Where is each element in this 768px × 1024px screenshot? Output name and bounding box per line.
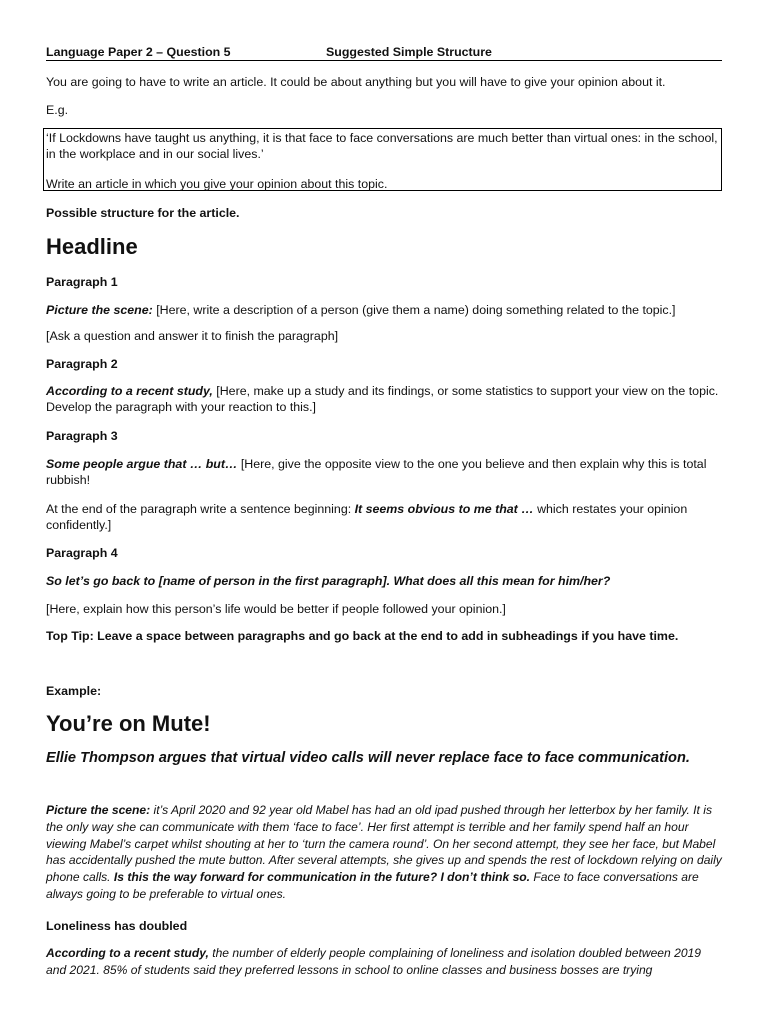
example-paragraph-1-lead: Picture the scene: bbox=[46, 803, 151, 817]
paragraph-4-lead: So let’s go back to [name of person in the first paragraph]. What does all this mean for him/her? bbox=[46, 574, 611, 588]
example-paragraph-1 bbox=[46, 802, 722, 903]
intro-text: You are going to have to write an article. It could be about anything but you will have to give your opinion about it. bbox=[46, 75, 666, 89]
example-paragraph-1-question: Is this the way forward for communication in the future? I don’t think so. bbox=[113, 870, 531, 885]
paragraph-2-label: Paragraph 2 bbox=[46, 357, 118, 371]
paragraph-1-text bbox=[46, 302, 722, 318]
paragraph-4-text: [Here, explain how this person’s life would be better if people followed your opinion.] bbox=[46, 602, 506, 616]
paragraph-3-body: [Here, give the opposite view to the one you believe and then explain why this is total rubbish! bbox=[46, 457, 707, 487]
paragraph-3-label: Paragraph 3 bbox=[46, 429, 118, 443]
paragraph-3-text bbox=[46, 456, 722, 488]
paragraph-1-text-2: [Ask a question and answer it to finish the paragraph] bbox=[46, 329, 339, 343]
paragraph-2-lead: According to a recent study, bbox=[46, 384, 213, 398]
paragraph-3-lead: Some people argue that … but… bbox=[46, 457, 238, 471]
paragraph-2-text bbox=[46, 383, 722, 415]
example-paragraph-2-body: the number of elderly people complaining of loneliness and isolation doubled between 2019 and 2021. 85% of students said they preferred lessons in school to online classes and business bosses are trying bbox=[46, 946, 702, 977]
example-paragraph-2 bbox=[46, 945, 722, 979]
example-label: Example: bbox=[46, 684, 102, 698]
paragraph-1-lead: Picture the scene: bbox=[46, 303, 153, 317]
top-tip: Top Tip: Leave a space between paragraphs and go back at the end to add in subheadings if you have time. bbox=[46, 629, 679, 643]
header-subtitle: Suggested Simple Structure bbox=[326, 45, 492, 59]
paragraph-2-body: [Here, make up a study and its findings, or some statistics to support your view on the topic. Develop the paragraph with your reaction to this.] bbox=[46, 384, 719, 414]
paragraph-1-label: Paragraph 1 bbox=[46, 275, 118, 289]
eg-label: E.g. bbox=[46, 103, 69, 117]
example-paragraph-2-lead: According to a recent study, bbox=[46, 946, 209, 960]
paragraph-3-text-2b: It seems obvious to me that … bbox=[354, 502, 534, 516]
task-quote: ‘If Lockdowns have taught us anything, it is that face to face conversations are much better than virtual ones: in the school, in the workplace and in our social lives.’ bbox=[46, 131, 718, 161]
paragraph-1-body: [Here, write a description of a person (give them a name) doing something related to the topic.] bbox=[152, 303, 676, 317]
paragraph-3-text-2c: which restates your opinion confidently.] bbox=[46, 502, 688, 532]
header-title: Language Paper 2 – Question 5 bbox=[46, 45, 231, 59]
paragraph-4-label: Paragraph 4 bbox=[46, 546, 118, 560]
paragraph-3-text-2 bbox=[46, 501, 722, 533]
headline-heading: Headline bbox=[46, 234, 138, 259]
example-paragraph-1-end: Face to face conversations are always going to be preferable to virtual ones. bbox=[46, 870, 699, 901]
structure-label: Possible structure for the article. bbox=[46, 206, 240, 220]
task-instruction: Write an article in which you give your opinion about this topic. bbox=[46, 177, 388, 191]
example-title: You’re on Mute! bbox=[46, 711, 211, 736]
example-subtitle: Ellie Thompson argues that virtual video calls will never replace face to face communication. bbox=[46, 750, 690, 766]
example-paragraph-1-body: it’s April 2020 and 92 year old Mabel has had an old ipad pushed through her letterbox by her family. It is the only way she can communicate with them ‘face to face’. Her first attempt is terrible and her family spend half an hour viewing Mabel’s carpet whilst shouting at her to ‘turn the camera round’. On her second attempt, they see her face, but Mabel has accidentally pushed the mute button. After several attempts, she gives up and spends the rest of lockdown relying on daily phone calls. bbox=[46, 803, 722, 885]
example-subheading: Loneliness has doubled bbox=[46, 919, 188, 933]
paragraph-3-text-2a: At the end of the paragraph write a sentence beginning: bbox=[46, 502, 355, 516]
page-header bbox=[46, 44, 722, 61]
